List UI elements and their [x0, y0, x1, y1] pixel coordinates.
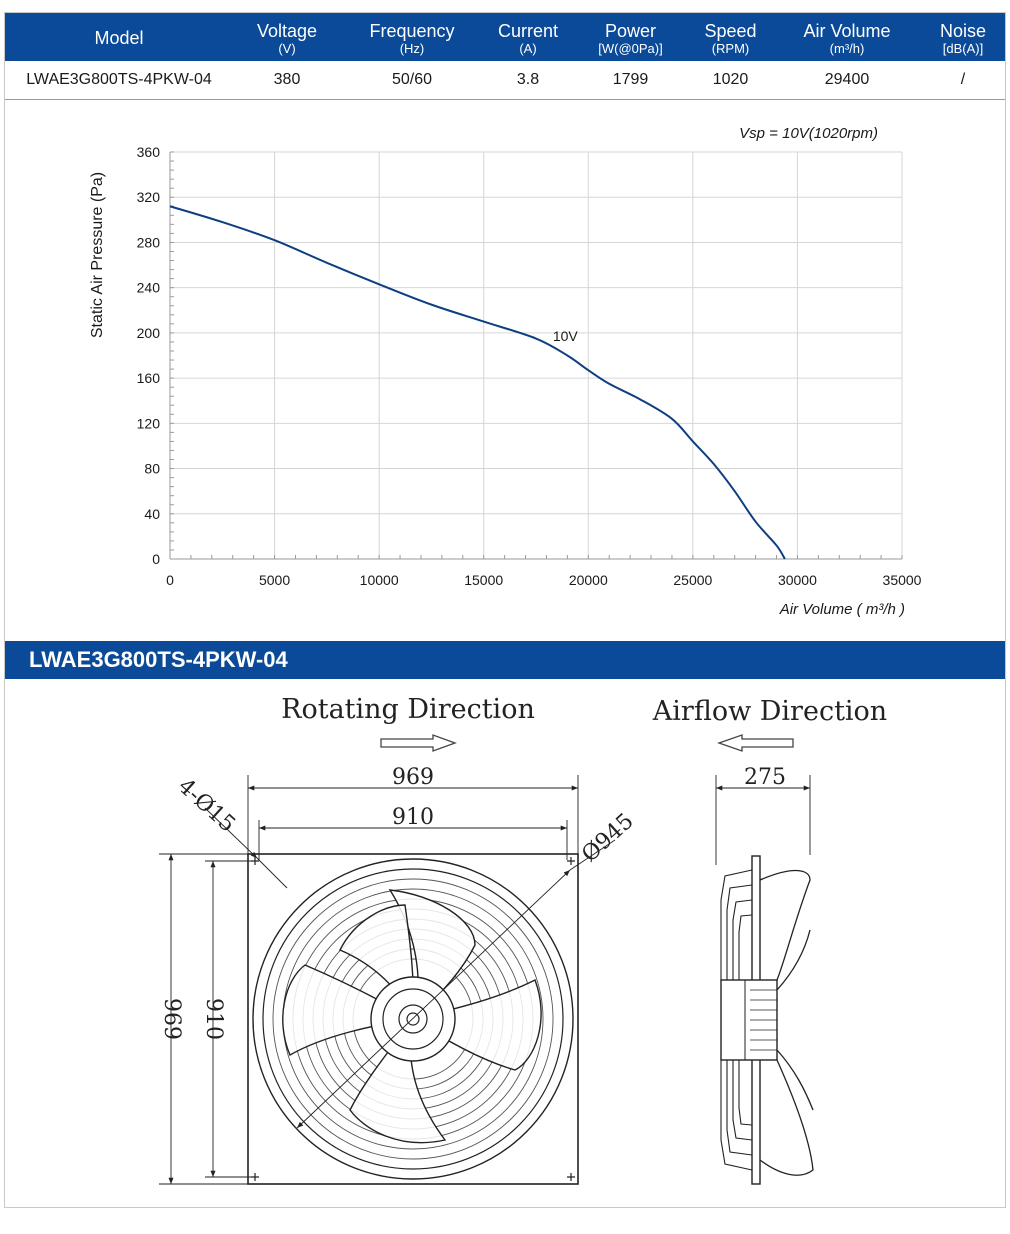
dim-inner-height: 910: [201, 998, 226, 1040]
cell-frequency: 50/60: [341, 61, 483, 99]
x-tick-label: 5000: [258, 572, 291, 588]
y-tick-label: 0: [152, 551, 160, 567]
header-model: Model: [94, 28, 144, 48]
cell-voltage: 380: [233, 61, 341, 99]
spec-table: [5, 13, 1005, 100]
chart-annotation: Vsp = 10V(1020rpm): [739, 125, 878, 142]
cell-power: 1799: [573, 61, 688, 99]
rotating-arrow-icon: [381, 735, 455, 751]
header-speed: Speed (RPM): [704, 20, 757, 56]
chart-axes: [170, 152, 902, 559]
x-tick-label: 30000: [777, 572, 817, 588]
header-voltage: Voltage (V): [256, 20, 318, 56]
cell-speed: 1020: [688, 61, 773, 99]
spec-data-row: [5, 61, 1005, 99]
x-tick-label: 35000: [882, 572, 922, 588]
dim-outer-width: 969: [392, 765, 434, 790]
performance-chart: [5, 100, 1005, 636]
cell-noise: /: [921, 61, 1005, 99]
header-air-volume: Air Volume (m³/h): [803, 20, 891, 56]
y-tick-label: 240: [136, 279, 160, 296]
x-tick-label: 0: [166, 572, 174, 588]
model-banner: LWAE3G800TS-4PKW-04: [5, 641, 1005, 679]
dim-holes: 4-Ø15: [172, 773, 240, 838]
header-frequency: Frequency (Hz): [369, 20, 455, 56]
y-tick-label: 280: [136, 234, 160, 251]
header-current: Current (A): [497, 20, 559, 56]
y-tick-label: 360: [136, 144, 160, 160]
x-tick-label: 15000: [464, 572, 504, 588]
dim-diameter: Ø945: [577, 808, 639, 868]
header-noise: Noise [dB(A)]: [939, 20, 987, 56]
y-tick-label: 120: [136, 415, 160, 432]
dim-inner-width: 910: [392, 805, 434, 830]
airflow-direction-title: Airflow Direction: [652, 696, 888, 727]
x-tick-label: 10000: [359, 572, 399, 588]
spec-header-row: [5, 13, 1005, 61]
chart-grid: [170, 152, 902, 559]
header-power: Power [W(@0Pa)]: [598, 20, 663, 56]
y-tick-label: 40: [144, 505, 160, 522]
y-tick-label: 200: [136, 324, 160, 341]
x-axis-title: Air Volume ( m³/h ): [779, 601, 905, 618]
rotating-direction-title: Rotating Direction: [281, 694, 535, 725]
side-view: [716, 775, 813, 1184]
dimension-drawing: [5, 680, 1005, 1207]
x-tick-label: 20000: [568, 572, 608, 588]
x-tick-label: 25000: [673, 572, 713, 588]
front-view: [248, 840, 615, 1184]
dim-depth: 275: [744, 765, 786, 790]
cell-current: 3.8: [483, 61, 573, 99]
y-tick-label: 320: [136, 189, 160, 206]
chart-svg: [5, 100, 1005, 636]
airflow-arrow-icon: [719, 735, 793, 751]
drawing-svg: [5, 680, 1005, 1207]
series-label: 10V: [552, 327, 578, 344]
y-tick-label: 160: [136, 370, 160, 387]
dim-outer-height: 969: [159, 998, 184, 1040]
chart-ticks: [137, 144, 922, 588]
y-axis-title: Static Air Pressure (Pa): [89, 171, 106, 339]
cell-air-volume: 29400: [773, 61, 921, 99]
cell-model: LWAE3G800TS-4PKW-04: [5, 61, 233, 99]
y-tick-label: 80: [144, 460, 160, 477]
